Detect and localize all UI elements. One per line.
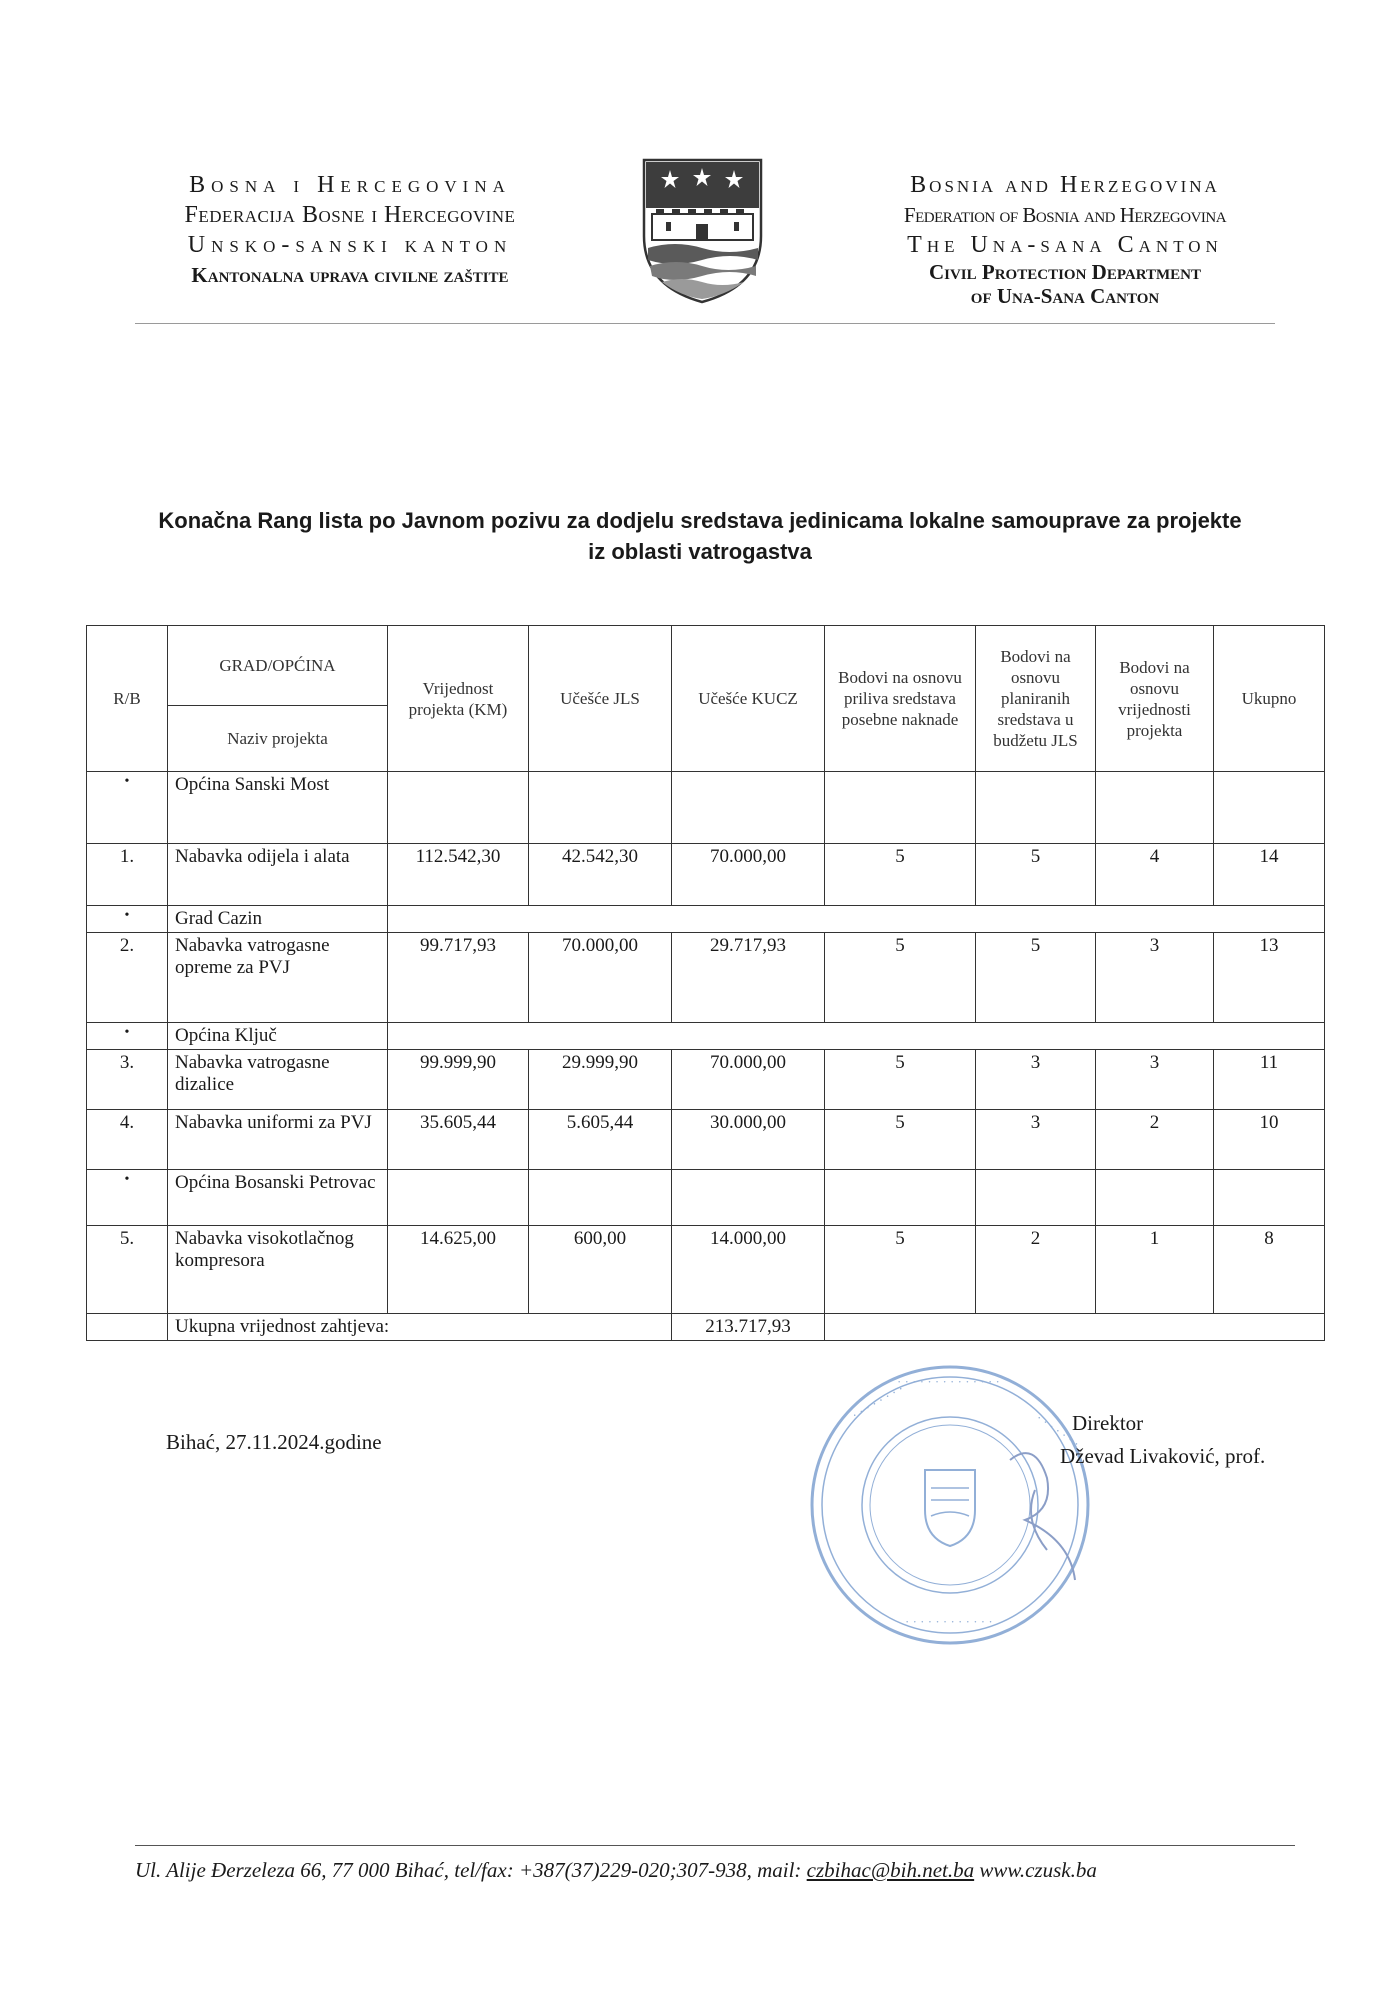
table-row bbox=[87, 844, 1325, 906]
row-project-name: Nabavka visokotlačnog kompresora bbox=[168, 1226, 388, 1314]
footer-divider bbox=[135, 1845, 1295, 1846]
header-bodovi-priliva: Bodovi na osnovu priliva sredstava posebne naknade bbox=[825, 626, 976, 772]
row-ucesce-jls: 70.000,00 bbox=[529, 933, 672, 1023]
letterhead-federation-en: Federation of Bosnia and Herzegovina bbox=[903, 203, 1227, 227]
svg-text:· · · · · · · · · · · · · ·: · · · · · · · · · · · · · · bbox=[897, 1374, 1000, 1389]
signature-name: Dževad Livaković, prof. bbox=[1060, 1444, 1266, 1468]
table-total-row bbox=[87, 1314, 1325, 1341]
letterhead-country-en: Bosnia and Herzegovina bbox=[910, 172, 1220, 198]
letterhead-federation-bs: Federacija Bosne i Hercegovine bbox=[184, 202, 516, 228]
row-ucesce-jls: 42.542,30 bbox=[529, 844, 672, 906]
footer-website-link[interactable]: www.czusk.ba bbox=[979, 1858, 1097, 1882]
row-bodovi-1: 5 bbox=[825, 1050, 976, 1110]
row-bodovi-2: 3 bbox=[976, 1050, 1096, 1110]
letterhead-left bbox=[130, 170, 570, 290]
row-ucesce-jls: 29.999,90 bbox=[529, 1050, 672, 1110]
row-rb: 2. bbox=[87, 933, 168, 1023]
table-row-group bbox=[87, 1170, 1325, 1226]
row-ucesce-kucz: 29.717,93 bbox=[672, 933, 825, 1023]
group-bullet: • bbox=[87, 1170, 168, 1226]
table-row bbox=[87, 1050, 1325, 1110]
row-rb: 4. bbox=[87, 1110, 168, 1170]
total-label: Ukupna vrijednost zahtjeva: bbox=[168, 1314, 672, 1341]
svg-text:· · · · · · ·: · · · · · · · bbox=[1033, 1410, 1083, 1452]
group-name: Općina Ključ bbox=[168, 1023, 388, 1050]
table-row bbox=[87, 1226, 1325, 1314]
row-project-name: Nabavka uniformi za PVJ bbox=[168, 1110, 388, 1170]
header-ucesce-kucz: Učešće KUCZ bbox=[672, 626, 825, 772]
row-ukupno: 11 bbox=[1214, 1050, 1325, 1110]
row-bodovi-3: 1 bbox=[1096, 1226, 1214, 1314]
row-project-name: Nabavka vatrogasne dizalice bbox=[168, 1050, 388, 1110]
letterhead-canton-bs: Unsko-sanski kanton bbox=[187, 232, 513, 258]
header-rb: R/B bbox=[87, 626, 168, 772]
row-ukupno: 10 bbox=[1214, 1110, 1325, 1170]
row-vrijednost: 112.542,30 bbox=[388, 844, 529, 906]
letterhead-department-bs: Kantonalna uprava civilne zaštite bbox=[191, 263, 509, 287]
official-stamp-icon bbox=[785, 1350, 1115, 1650]
row-ukupno: 14 bbox=[1214, 844, 1325, 906]
row-project-name: Nabavka odijela i alata bbox=[168, 844, 388, 906]
svg-text:· · · · · · · ·: · · · · · · · · bbox=[849, 1380, 907, 1423]
row-ucesce-kucz: 30.000,00 bbox=[672, 1110, 825, 1170]
table-row bbox=[87, 1110, 1325, 1170]
row-bodovi-1: 5 bbox=[825, 844, 976, 906]
row-bodovi-1: 5 bbox=[825, 1226, 976, 1314]
row-bodovi-3: 3 bbox=[1096, 933, 1214, 1023]
header-bodovi-vrijednosti: Bodovi na osnovu vrijednosti projekta bbox=[1096, 626, 1214, 772]
table-row-group bbox=[87, 772, 1325, 844]
row-ucesce-jls: 600,00 bbox=[529, 1226, 672, 1314]
signature-title: Direktor bbox=[1072, 1411, 1144, 1435]
svg-text:· · · · · · · · · · · ·: · · · · · · · · · · · · bbox=[905, 1614, 993, 1629]
row-bodovi-3: 4 bbox=[1096, 844, 1214, 906]
row-ucesce-jls: 5.605,44 bbox=[529, 1110, 672, 1170]
header-ucesce-jls: Učešće JLS bbox=[529, 626, 672, 772]
ranking-table bbox=[86, 625, 1325, 1341]
header-grad-opcina: GRAD/OPĆINA bbox=[168, 626, 388, 706]
row-bodovi-2: 5 bbox=[976, 933, 1096, 1023]
place-date: Bihać, 27.11.2024.godine bbox=[166, 1430, 382, 1454]
header-naziv-projekta: Naziv projekta bbox=[168, 706, 388, 772]
row-bodovi-1: 5 bbox=[825, 1110, 976, 1170]
row-rb: 1. bbox=[87, 844, 168, 906]
group-name: Grad Cazin bbox=[168, 906, 388, 933]
footer-address: Ul. Alije Đerzeleza 66, 77 000 Bihać, tel/fax: +387(37)229-020;307-938, mail: bbox=[135, 1858, 807, 1882]
header-bodovi-planiranih: Bodovi na osnovu planiranih sredstava u budžetu JLS bbox=[976, 626, 1096, 772]
header-vrijednost: Vrijednost projekta (KM) bbox=[388, 626, 529, 772]
row-bodovi-3: 3 bbox=[1096, 1050, 1214, 1110]
row-project-name: Nabavka vatrogasne opreme za PVJ bbox=[168, 933, 388, 1023]
row-vrijednost: 35.605,44 bbox=[388, 1110, 529, 1170]
row-rb: 3. bbox=[87, 1050, 168, 1110]
footer-email-link[interactable]: czbihac@bih.net.ba bbox=[806, 1858, 975, 1882]
header-ukupno: Ukupno bbox=[1214, 626, 1325, 772]
row-vrijednost: 99.717,93 bbox=[388, 933, 529, 1023]
table-row-group bbox=[87, 1023, 1325, 1050]
letterhead-country-bs: Bosna i Hercegovina bbox=[189, 172, 511, 198]
group-bullet: • bbox=[87, 772, 168, 844]
signature-block bbox=[1060, 1407, 1265, 1473]
canton-crest-icon bbox=[640, 156, 765, 306]
group-bullet: • bbox=[87, 1023, 168, 1050]
row-bodovi-3: 2 bbox=[1096, 1110, 1214, 1170]
document-title-line-2: iz oblasti vatrogastva bbox=[588, 539, 812, 564]
row-ukupno: 8 bbox=[1214, 1226, 1325, 1314]
row-ucesce-kucz: 14.000,00 bbox=[672, 1226, 825, 1314]
group-name: Općina Bosanski Petrovac bbox=[168, 1170, 388, 1226]
table-row bbox=[87, 933, 1325, 1023]
document-title-line-1: Konačna Rang lista po Javnom pozivu za dodjelu sredstava jedinicama lokalne samouprave za projekte bbox=[158, 508, 1242, 533]
group-name: Općina Sanski Most bbox=[168, 772, 388, 844]
row-rb: 5. bbox=[87, 1226, 168, 1314]
footer bbox=[135, 1858, 1295, 1883]
total-value: 213.717,93 bbox=[672, 1314, 825, 1341]
letterhead-department-en: Civil Protection Department bbox=[928, 260, 1202, 284]
row-bodovi-1: 5 bbox=[825, 933, 976, 1023]
row-ucesce-kucz: 70.000,00 bbox=[672, 844, 825, 906]
document-title bbox=[100, 505, 1300, 567]
row-bodovi-2: 5 bbox=[976, 844, 1096, 906]
row-ucesce-kucz: 70.000,00 bbox=[672, 1050, 825, 1110]
letterhead-divider bbox=[135, 323, 1275, 324]
row-bodovi-2: 2 bbox=[976, 1226, 1096, 1314]
letterhead-department-en-2: of Una-Sana Canton bbox=[970, 284, 1160, 308]
row-bodovi-2: 3 bbox=[976, 1110, 1096, 1170]
row-vrijednost: 99.999,90 bbox=[388, 1050, 529, 1110]
letterhead-canton-en: The Una-sana Canton bbox=[907, 232, 1223, 258]
letterhead-right bbox=[855, 170, 1275, 308]
group-bullet: • bbox=[87, 906, 168, 933]
row-vrijednost: 14.625,00 bbox=[388, 1226, 529, 1314]
table-row-group bbox=[87, 906, 1325, 933]
row-ukupno: 13 bbox=[1214, 933, 1325, 1023]
